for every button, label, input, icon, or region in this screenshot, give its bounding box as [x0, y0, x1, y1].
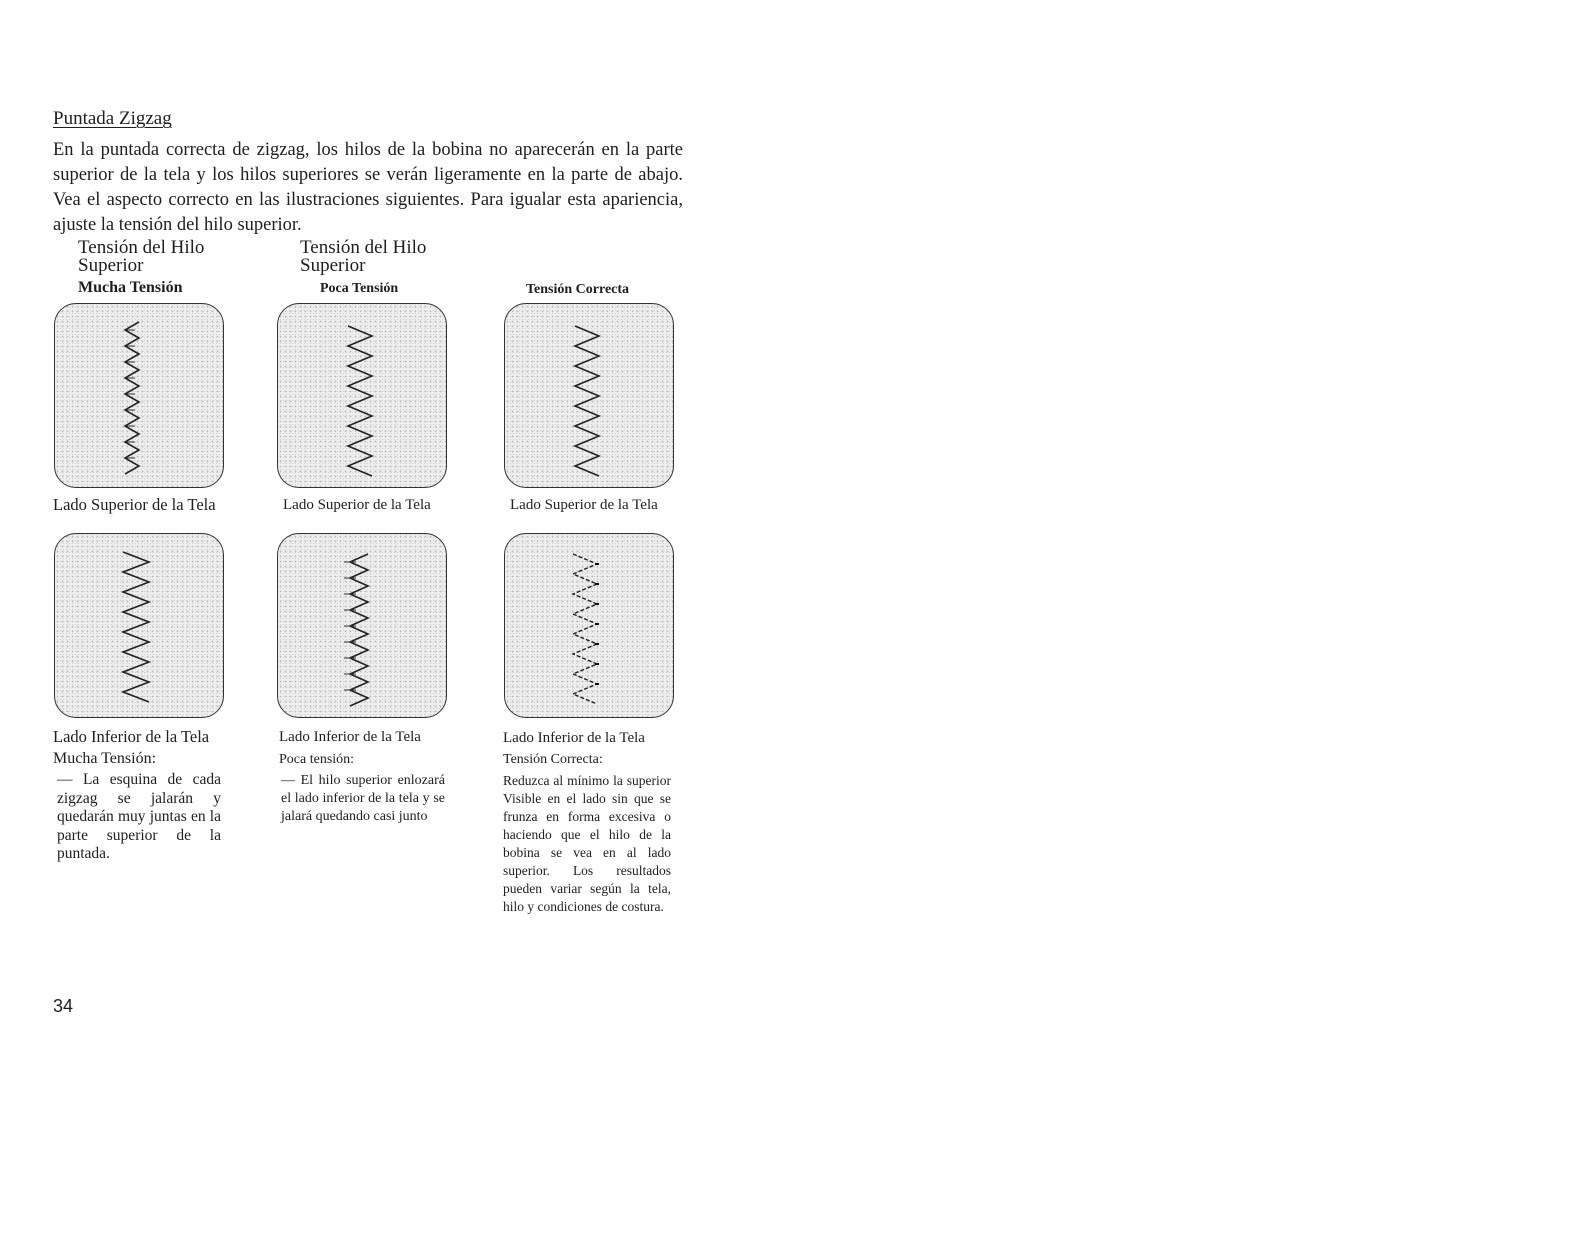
zigzag-correct-icon [505, 304, 674, 488]
col3-top-caption: Lado Superior de la Tela [510, 497, 658, 513]
col2-bottom-caption: Lado Inferior de la Tela [279, 729, 421, 745]
col1-note-title: Mucha Tensión: [53, 750, 157, 767]
col3-bottom-caption: Lado Inferior de la Tela [503, 730, 645, 746]
col1-top-caption: Lado Superior de la Tela [53, 495, 216, 514]
stitch-illustration-high-tension-top [54, 303, 224, 488]
col1-heading-line2: Superior [78, 255, 144, 276]
col1-subheading: Mucha Tensión [78, 279, 183, 296]
col2-subheading: Poca Tensión [320, 281, 399, 296]
page-number: 34 [53, 996, 74, 1016]
col3-subheading: Tensión Correcta [526, 282, 630, 297]
zigzag-loose-icon [55, 534, 224, 718]
stitch-illustration-low-tension-top [277, 303, 447, 488]
col1-heading-line1: Tensión del Hilo [78, 237, 205, 258]
zigzag-tight-icon [55, 304, 224, 488]
intro-paragraph: En la puntada correcta de zigzag, los hilos de la bobina no aparecerán en la parte superior de la tela y los hilos superiores se verán ligeramente en la parte de abajo. Vea el aspecto correcto en las ilustraciones siguientes. Para igualar esta apariencia, ajuste la tensión del hilo superior. [53, 140, 683, 235]
stitch-illustration-correct-tension-bottom [504, 533, 674, 718]
section-title: Puntada Zigzag [53, 108, 172, 129]
zigzag-correct-icon [505, 534, 674, 718]
zigzag-tight-icon [278, 534, 447, 718]
zigzag-loose-icon [278, 304, 447, 488]
col1-bottom-caption: Lado Inferior de la Tela [53, 727, 210, 746]
col3-note-title: Tensión Correcta: [503, 752, 603, 767]
stitch-illustration-high-tension-bottom [54, 533, 224, 718]
col1-note-body: — La esquina de cada zigzag se jalarán y quedarán muy juntas en la parte superior de la puntada. [57, 771, 221, 862]
col2-heading-line1: Tensión del Hilo [300, 237, 427, 258]
col2-note-title: Poca tensión: [279, 752, 355, 767]
stitch-illustration-correct-tension-top [504, 303, 674, 488]
col2-heading-line2: Superior [300, 255, 366, 276]
col2-note-body: — El hilo superior enlozará el lado inferior de la tela y se jalará quedando casi junto [281, 773, 445, 824]
stitch-illustration-low-tension-bottom [277, 533, 447, 718]
col3-note-body: Reduzca al mínimo la superior Visible en el lado sin que se frunza en forma excesiva o haciendo que el hilo de la bobina se vea en al lado superior. Los resultados pueden variar según la tela, hilo y condiciones de costura. [503, 773, 671, 914]
col2-top-caption: Lado Superior de la Tela [283, 497, 431, 513]
